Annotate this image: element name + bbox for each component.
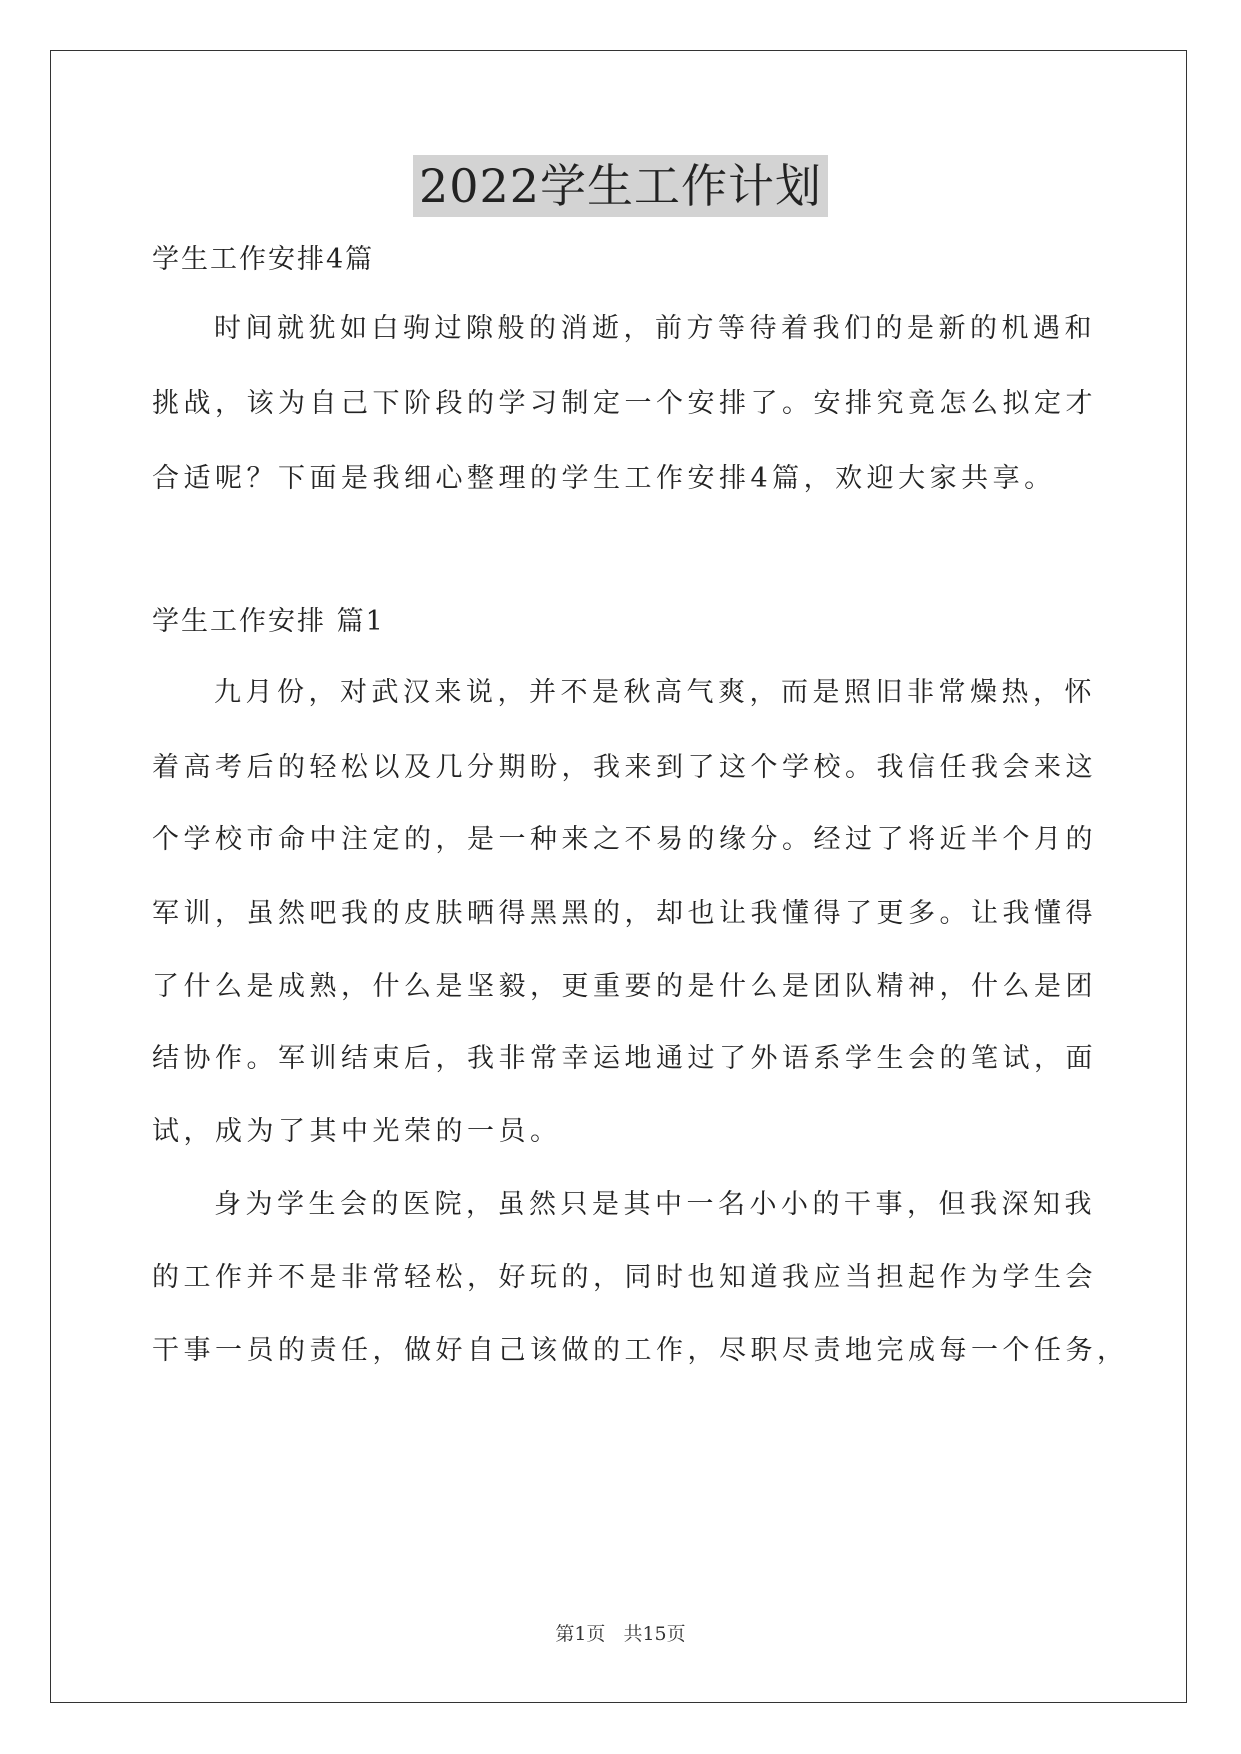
paragraph-line: 了什么是成熟，什么是坚毅，更重要的是什么是团队精神，什么是团 [152, 971, 1097, 1002]
intro-line: 合适呢？下面是我细心整理的学生工作安排4篇，欢迎大家共享。 [152, 463, 1056, 494]
page-border [50, 50, 1187, 1703]
paragraph-line: 的工作并不是非常轻松，好玩的，同时也知道我应当担起作为学生会 [152, 1262, 1097, 1293]
paragraph-line: 结协作。军训结束后，我非常幸运地通过了外语系学生会的笔试，面 [152, 1043, 1097, 1074]
paragraph-line: 试，成为了其中光荣的一员。 [152, 1116, 562, 1147]
page-footer [0, 1620, 1241, 1648]
paragraph-line: 着高考后的轻松以及几分期盼，我来到了这个学校。我信任我会来这 [152, 752, 1097, 783]
paragraph-line: 军训，虽然吧我的皮肤晒得黑黑的，却也让我懂得了更多。让我懂得 [152, 898, 1097, 929]
section-heading: 学生工作安排 篇1 [152, 606, 385, 637]
document-title: 2022学生工作计划 [413, 155, 828, 217]
paragraph-line: 身为学生会的医院，虽然只是其中一名小小的干事，但我深知我 [214, 1189, 1096, 1220]
paragraph-line: 干事一员的责任，做好自己该做的工作，尽职尽责地完成每一个任务， [152, 1335, 1129, 1366]
intro-line: 时间就犹如白驹过隙般的消逝，前方等待着我们的是新的机遇和 [214, 313, 1096, 344]
page-total: 共15页 [623, 1623, 686, 1645]
page-number: 第1页 [555, 1623, 606, 1645]
title-container [0, 155, 1241, 217]
document-subtitle: 学生工作安排4篇 [152, 244, 375, 275]
paragraph-line: 个学校市命中注定的，是一种来之不易的缘分。经过了将近半个月的 [152, 824, 1097, 855]
paragraph-line: 九月份，对武汉来说，并不是秋高气爽，而是照旧非常燥热，怀 [214, 677, 1096, 708]
intro-line: 挑战，该为自己下阶段的学习制定一个安排了。安排究竟怎么拟定才 [152, 388, 1097, 419]
